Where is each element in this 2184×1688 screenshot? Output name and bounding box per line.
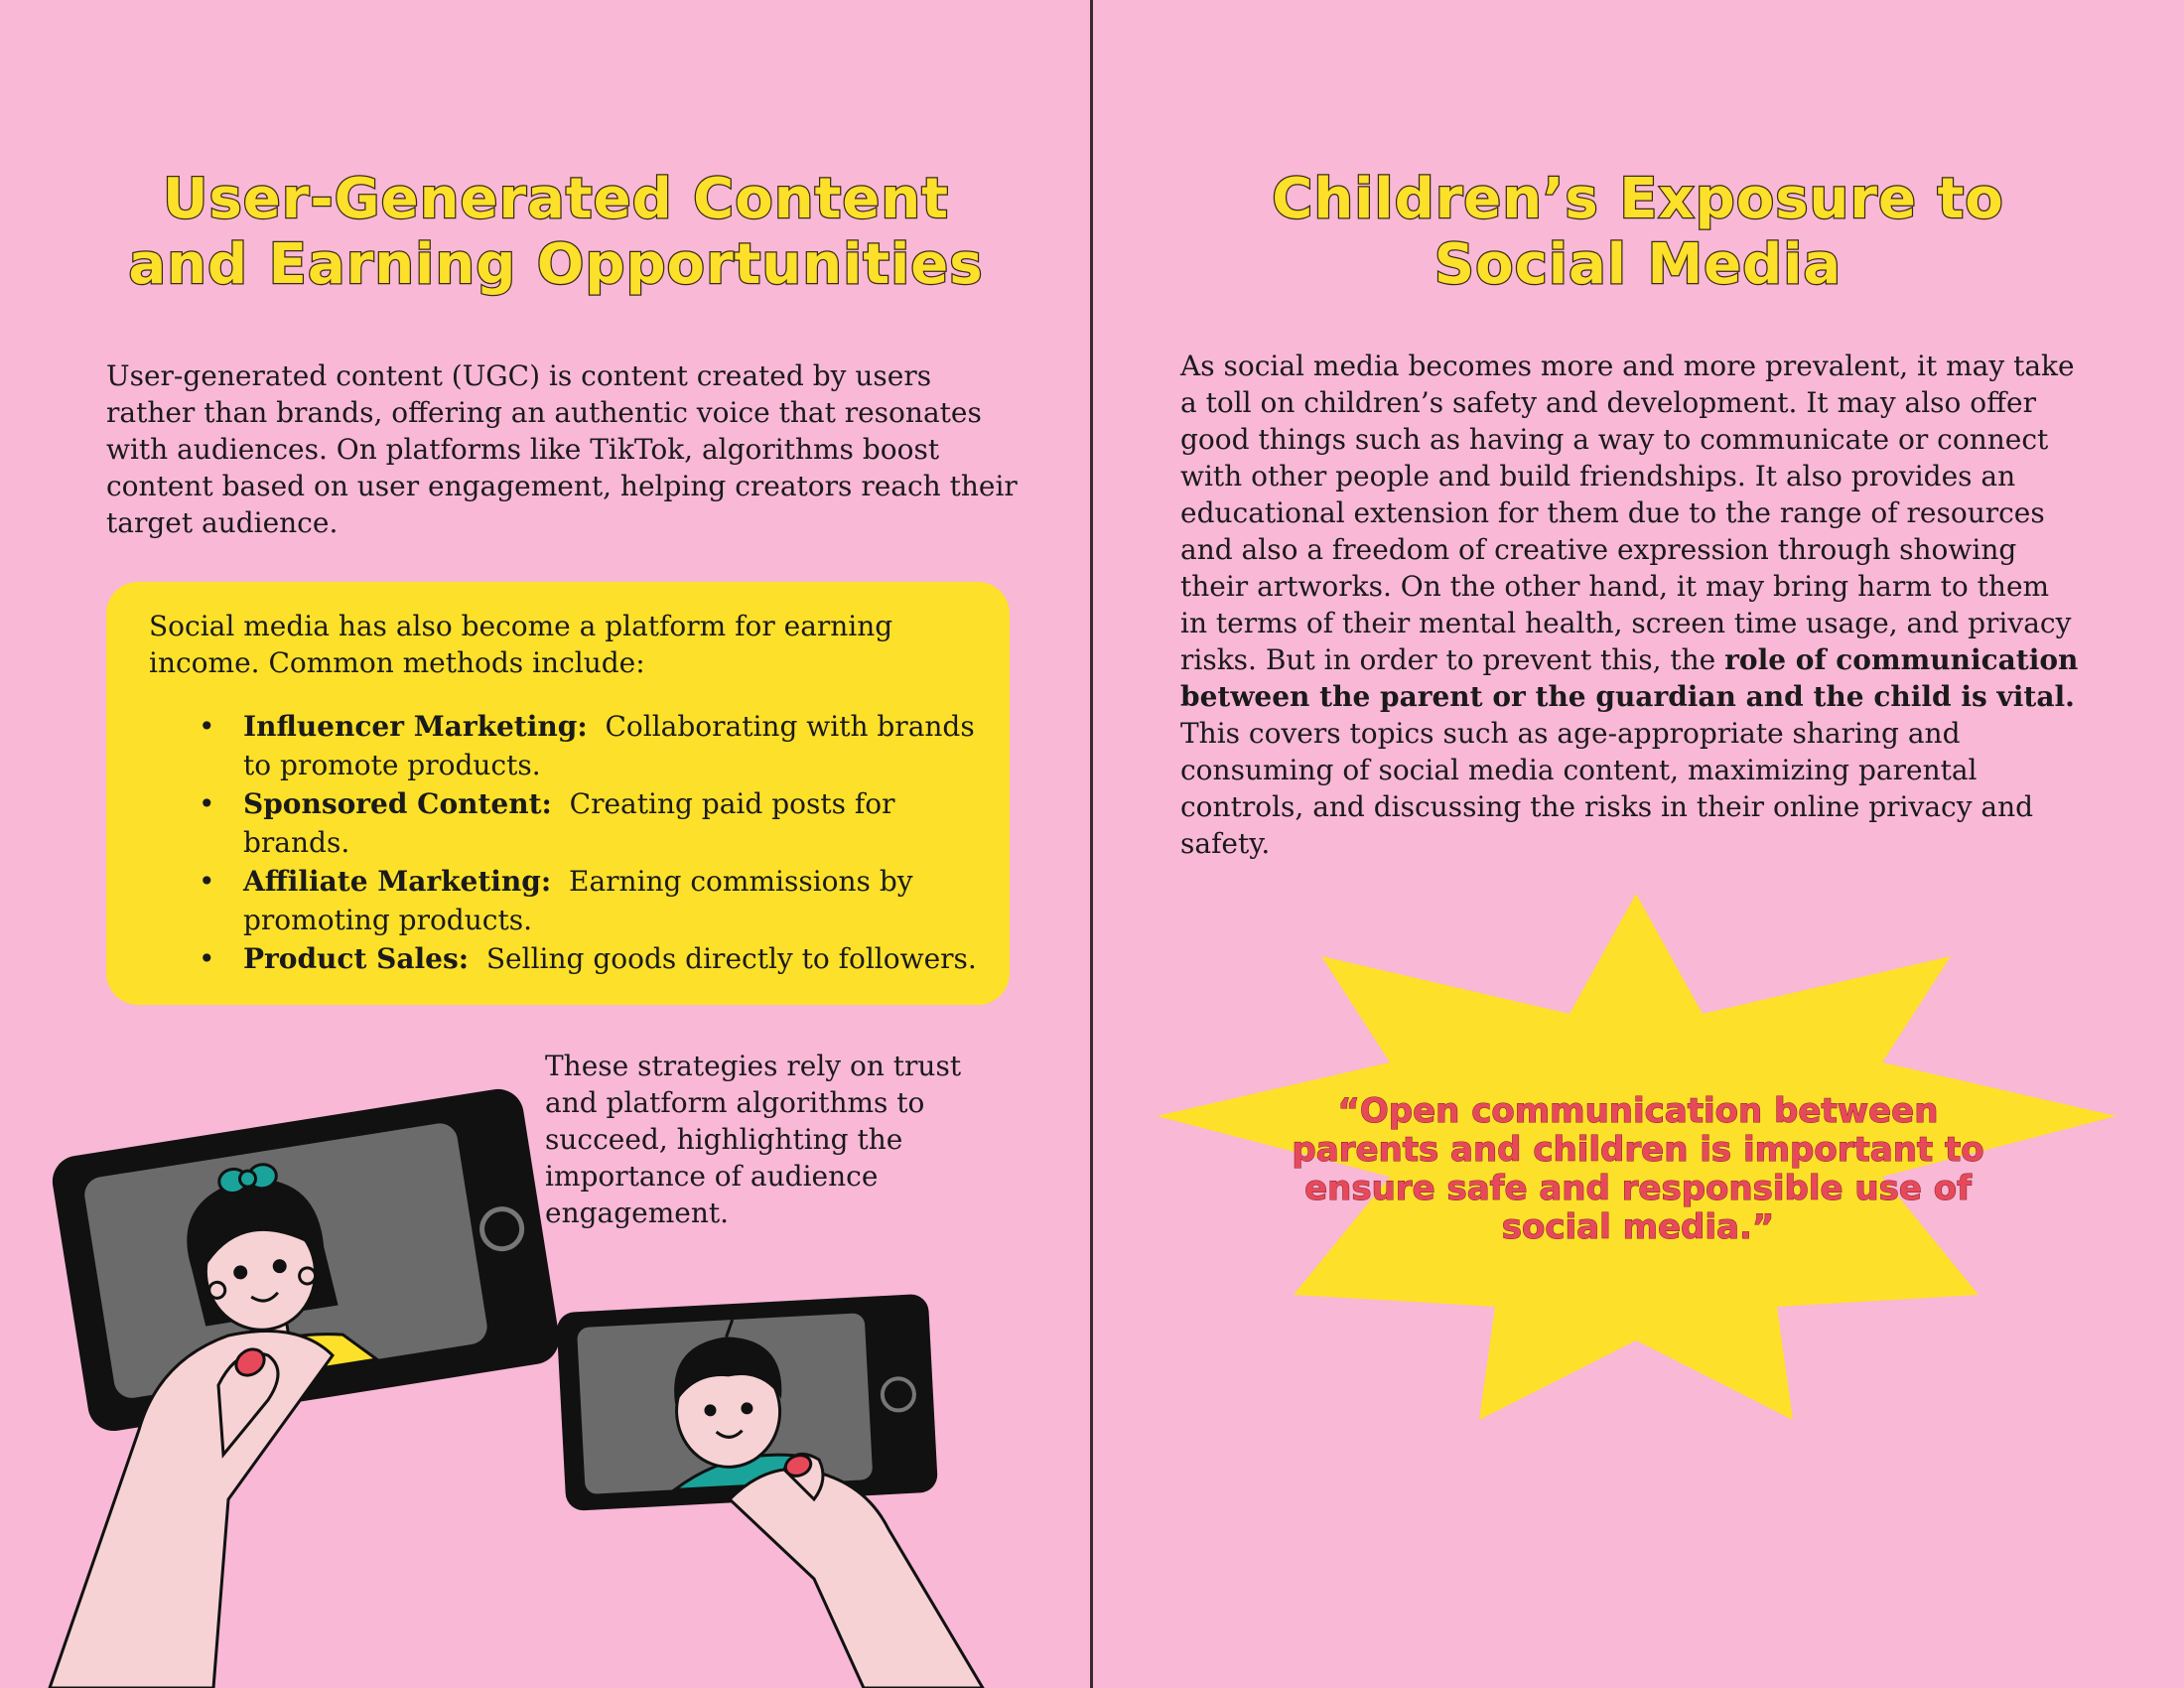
right-page-title [1181,167,2095,298]
paragraph-bold-text: role of communication between the parent or the guardian and the child is vital. [1180,643,2079,713]
method-desc: Selling goods directly to followers. [485,942,977,975]
left-title-line-1: User-Generated Content [163,167,949,231]
phone-girl-illustration [49,1085,563,1688]
right-title-line-2: Social Media [1433,232,1843,297]
ugc-paragraph: User-generated content (UGC) is content created by users rather than brands, offering an authentic voice that resonates with audiences. On platforms like TikTok, algorithms boost content based on user engagement, helping creators reach their target audience. [106,359,1018,539]
strategies-paragraph: These strategies rely on trust and platform algorithms to succeed, highlighting the importance of audience engagement. [545,1050,962,1229]
quote-text: “Open communication between parents and children is important to ensure safe and responsible use of social media.” [1292,1091,1984,1247]
earning-intro-text: Social media has also become a platform for earning income. Common methods include: [149,610,893,679]
method-desc: Collaborating with brands to promote products. [243,710,975,781]
right-title-line-1: Children’s Exposure to [1272,167,2004,231]
method-desc: Creating paid posts for brands. [243,787,895,859]
paragraph-text: This covers topics such as age-appropriate sharing and consuming of social media content, maximizing parental controls, and discussing the risks in their online privacy and safety. [1180,717,2034,860]
phone-boy-illustration [556,1294,983,1688]
method-term: Product Sales: [243,942,470,975]
method-term: Influencer Marketing: [243,710,588,743]
children-exposure-paragraph [1180,348,2084,862]
method-term: Affiliate Marketing: [243,865,552,898]
paragraph-text: As social media becomes more and more prevalent, it may take a toll on children’s safety and development. It may also offer good things such as having a way to communicate or connect with other people and build friendships. It also provides an educational extension for them due to the range of resources and also a freedom of creative expression through showing their artworks. On the other hand, it may bring harm to them in terms of their mental health, screen time usage, and privacy risks. But in order to prevent this, the [1180,350,2075,676]
method-desc: Earning commissions by promoting products. [243,865,913,936]
method-term: Sponsored Content: [243,787,552,820]
left-title-line-2: and Earning Opportunities [128,232,984,297]
